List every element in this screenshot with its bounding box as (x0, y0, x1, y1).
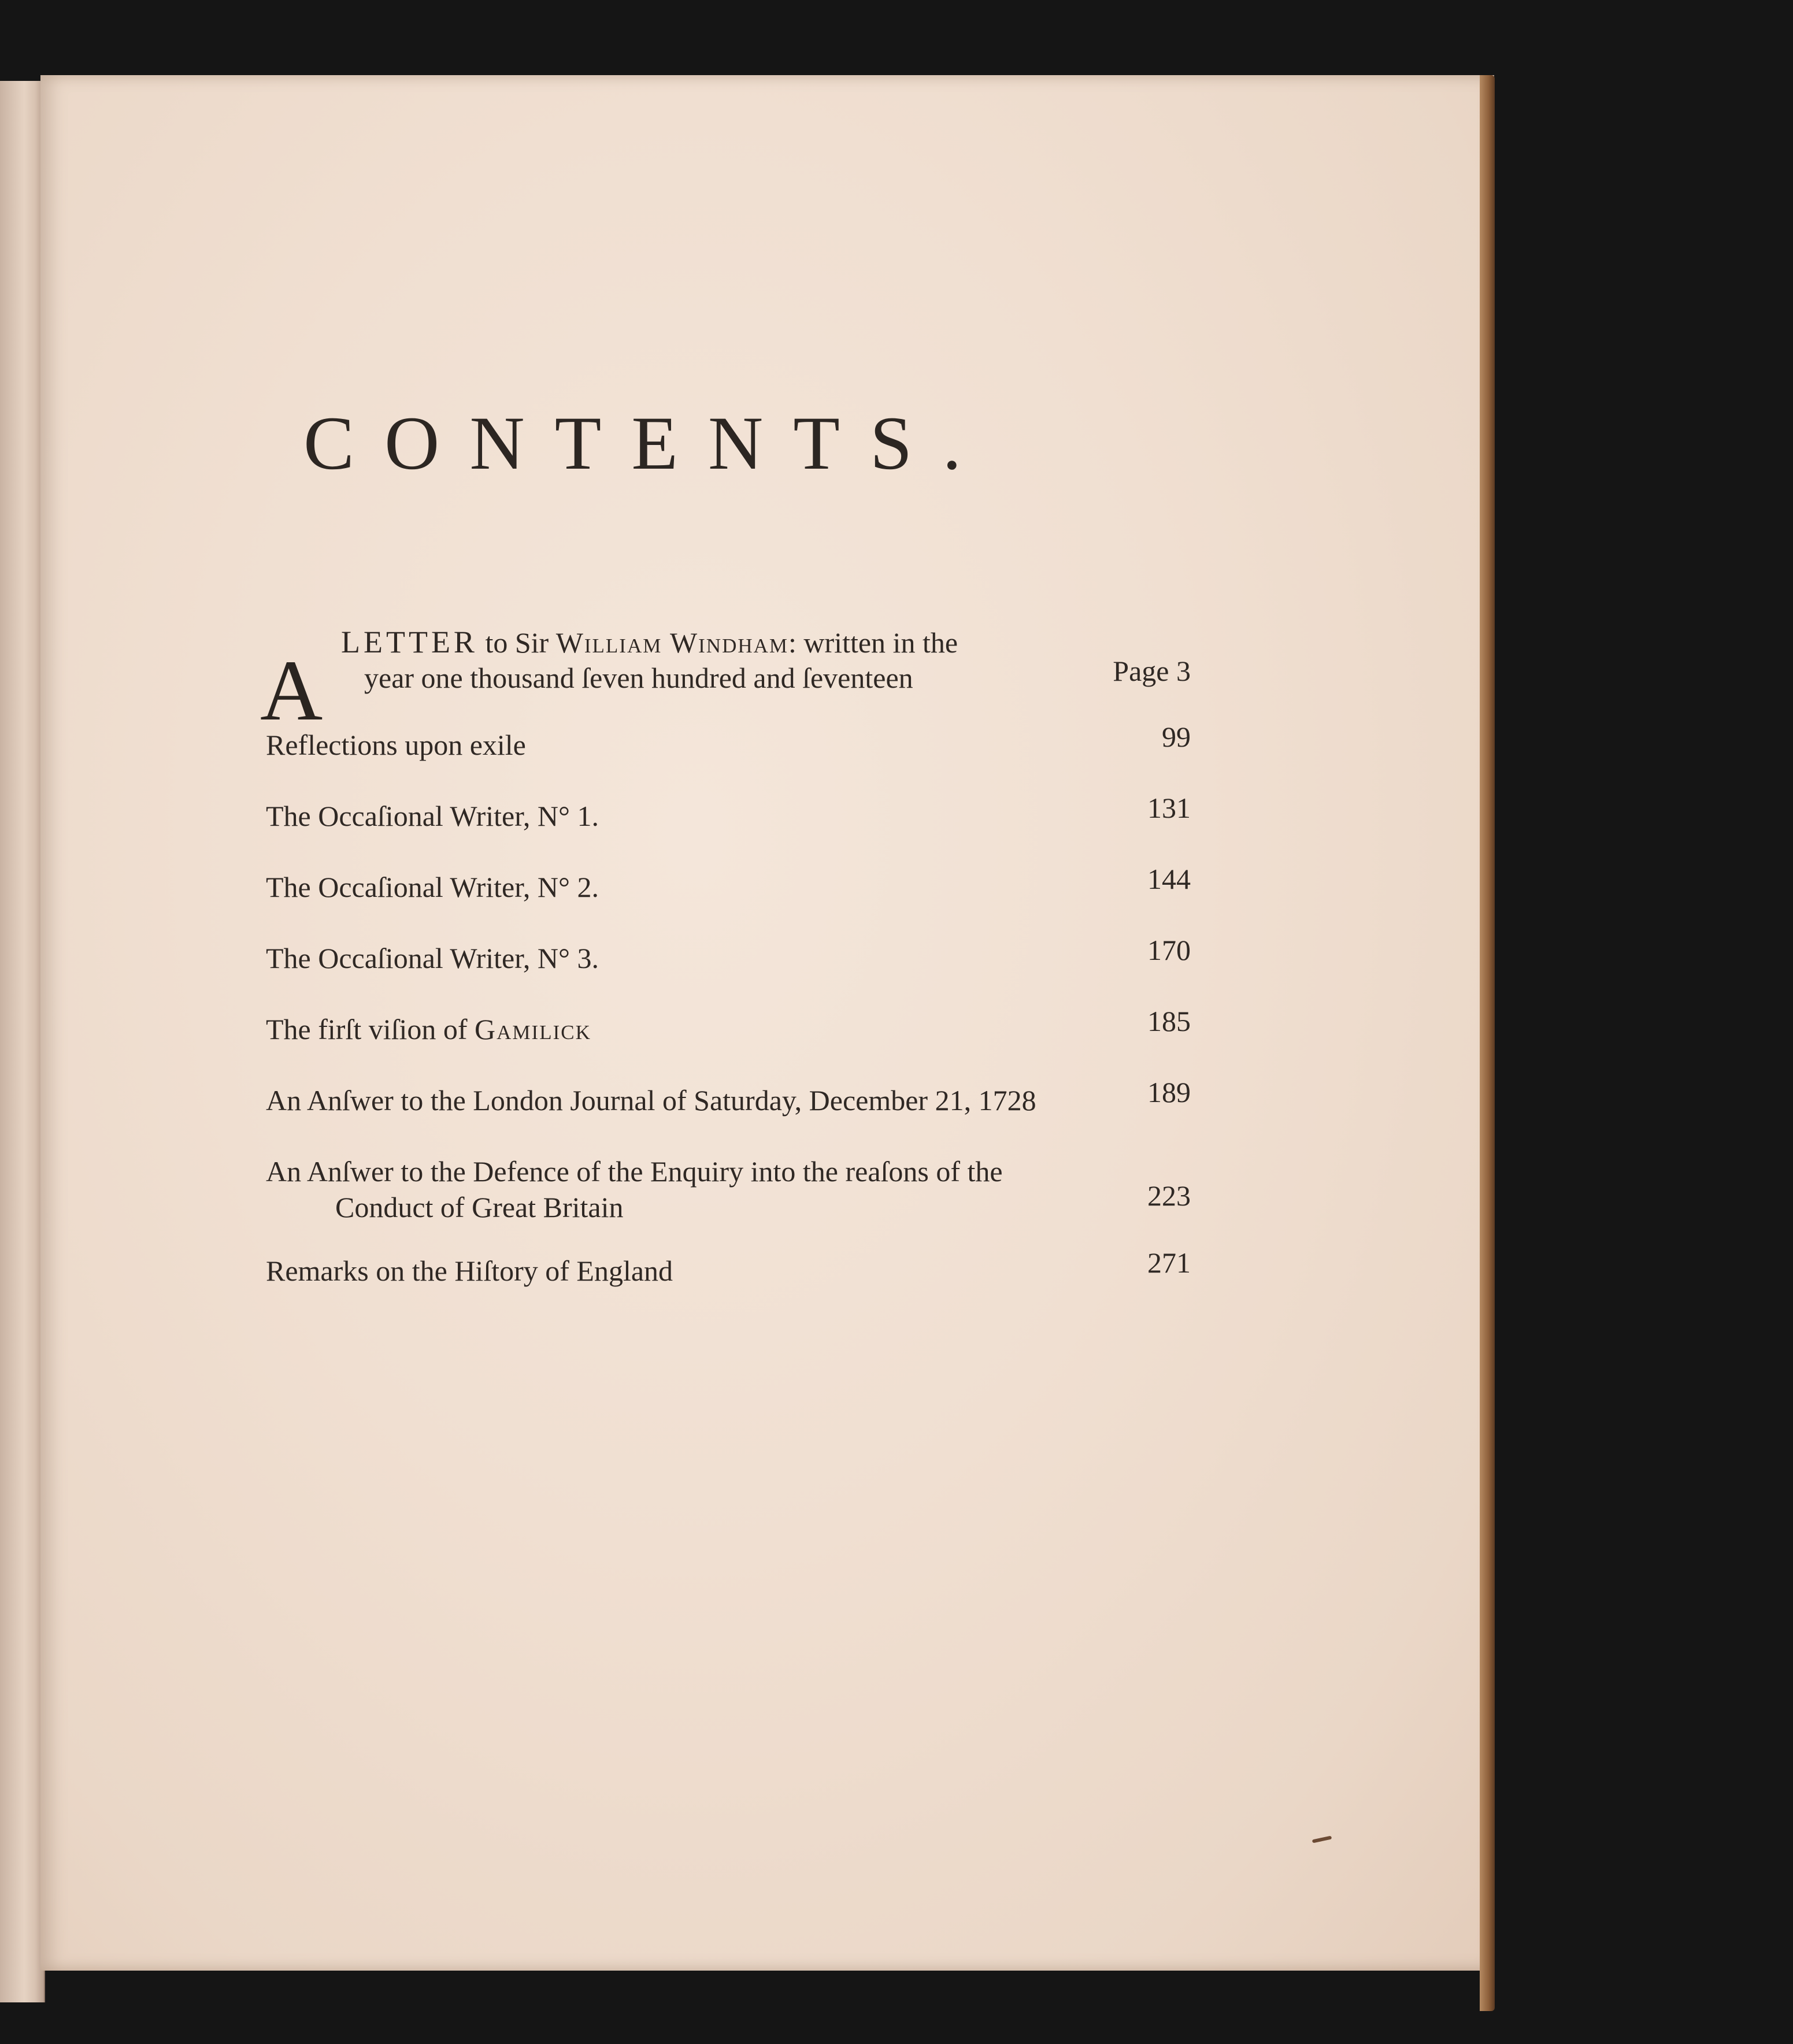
entry-title: An Anſwer to the London Journal of Saturday, December 21, 1728 (266, 1084, 1036, 1116)
toc-entry (260, 1155, 1191, 1236)
page-fore-edge (1480, 75, 1495, 2011)
toc-entry (260, 934, 1191, 988)
entry-page-number: 99 (1162, 721, 1191, 753)
entry-page-number: 271 (1147, 1247, 1191, 1279)
entry-title: The Occaſional Writer, N° 3. (266, 942, 599, 974)
facing-page-edge (0, 81, 45, 2002)
contents-heading: CONTENTS. (303, 400, 992, 485)
entry-title-line-2: year one thousand ſeven hundred and ſeventeen (364, 662, 913, 694)
toc-entry (260, 721, 1191, 774)
toc-entry (260, 1247, 1191, 1300)
entry-title: An Anſwer to the Defence of the Enquiry into the reaſons of the (266, 1155, 1003, 1188)
entry-title: Reflections upon exile (266, 729, 526, 761)
toc-entry (260, 792, 1191, 845)
entry-title-caps: Gamilick (475, 1013, 591, 1045)
page-label: Page (1113, 655, 1169, 687)
entry-title: The Occaſional Writer, N° 2. (266, 871, 599, 903)
page-value: 3 (1176, 655, 1191, 687)
entry-text: to Sir (477, 626, 556, 659)
entry-page-number: 185 (1147, 1005, 1191, 1037)
toc-entry (260, 1005, 1191, 1059)
entry-title-continuation: Conduct of Great Britain (335, 1191, 624, 1223)
entry-page-number: 189 (1147, 1076, 1191, 1108)
entry-page-number: 131 (1147, 792, 1191, 824)
toc-entry (260, 1076, 1191, 1130)
entry-text-end: : written in the (788, 626, 958, 659)
entry-name: William Windham (555, 626, 789, 659)
entry-title (266, 1012, 591, 1046)
drop-cap: A (260, 643, 323, 739)
entry-page-number: 170 (1147, 934, 1191, 966)
entry-title: Remarks on the Hiſtory of England (266, 1255, 673, 1287)
entry-page-number (1113, 654, 1191, 688)
toc-entry (260, 863, 1191, 917)
entry-page-number: 223 (1147, 1179, 1191, 1212)
entry-title: The Occaſional Writer, N° 1. (266, 800, 599, 832)
entry-title-line-1 (341, 624, 958, 660)
entry-caps: LETTER (341, 625, 478, 659)
entry-title-text: The firſt viſion of (266, 1013, 475, 1045)
entry-page-number: 144 (1147, 863, 1191, 895)
